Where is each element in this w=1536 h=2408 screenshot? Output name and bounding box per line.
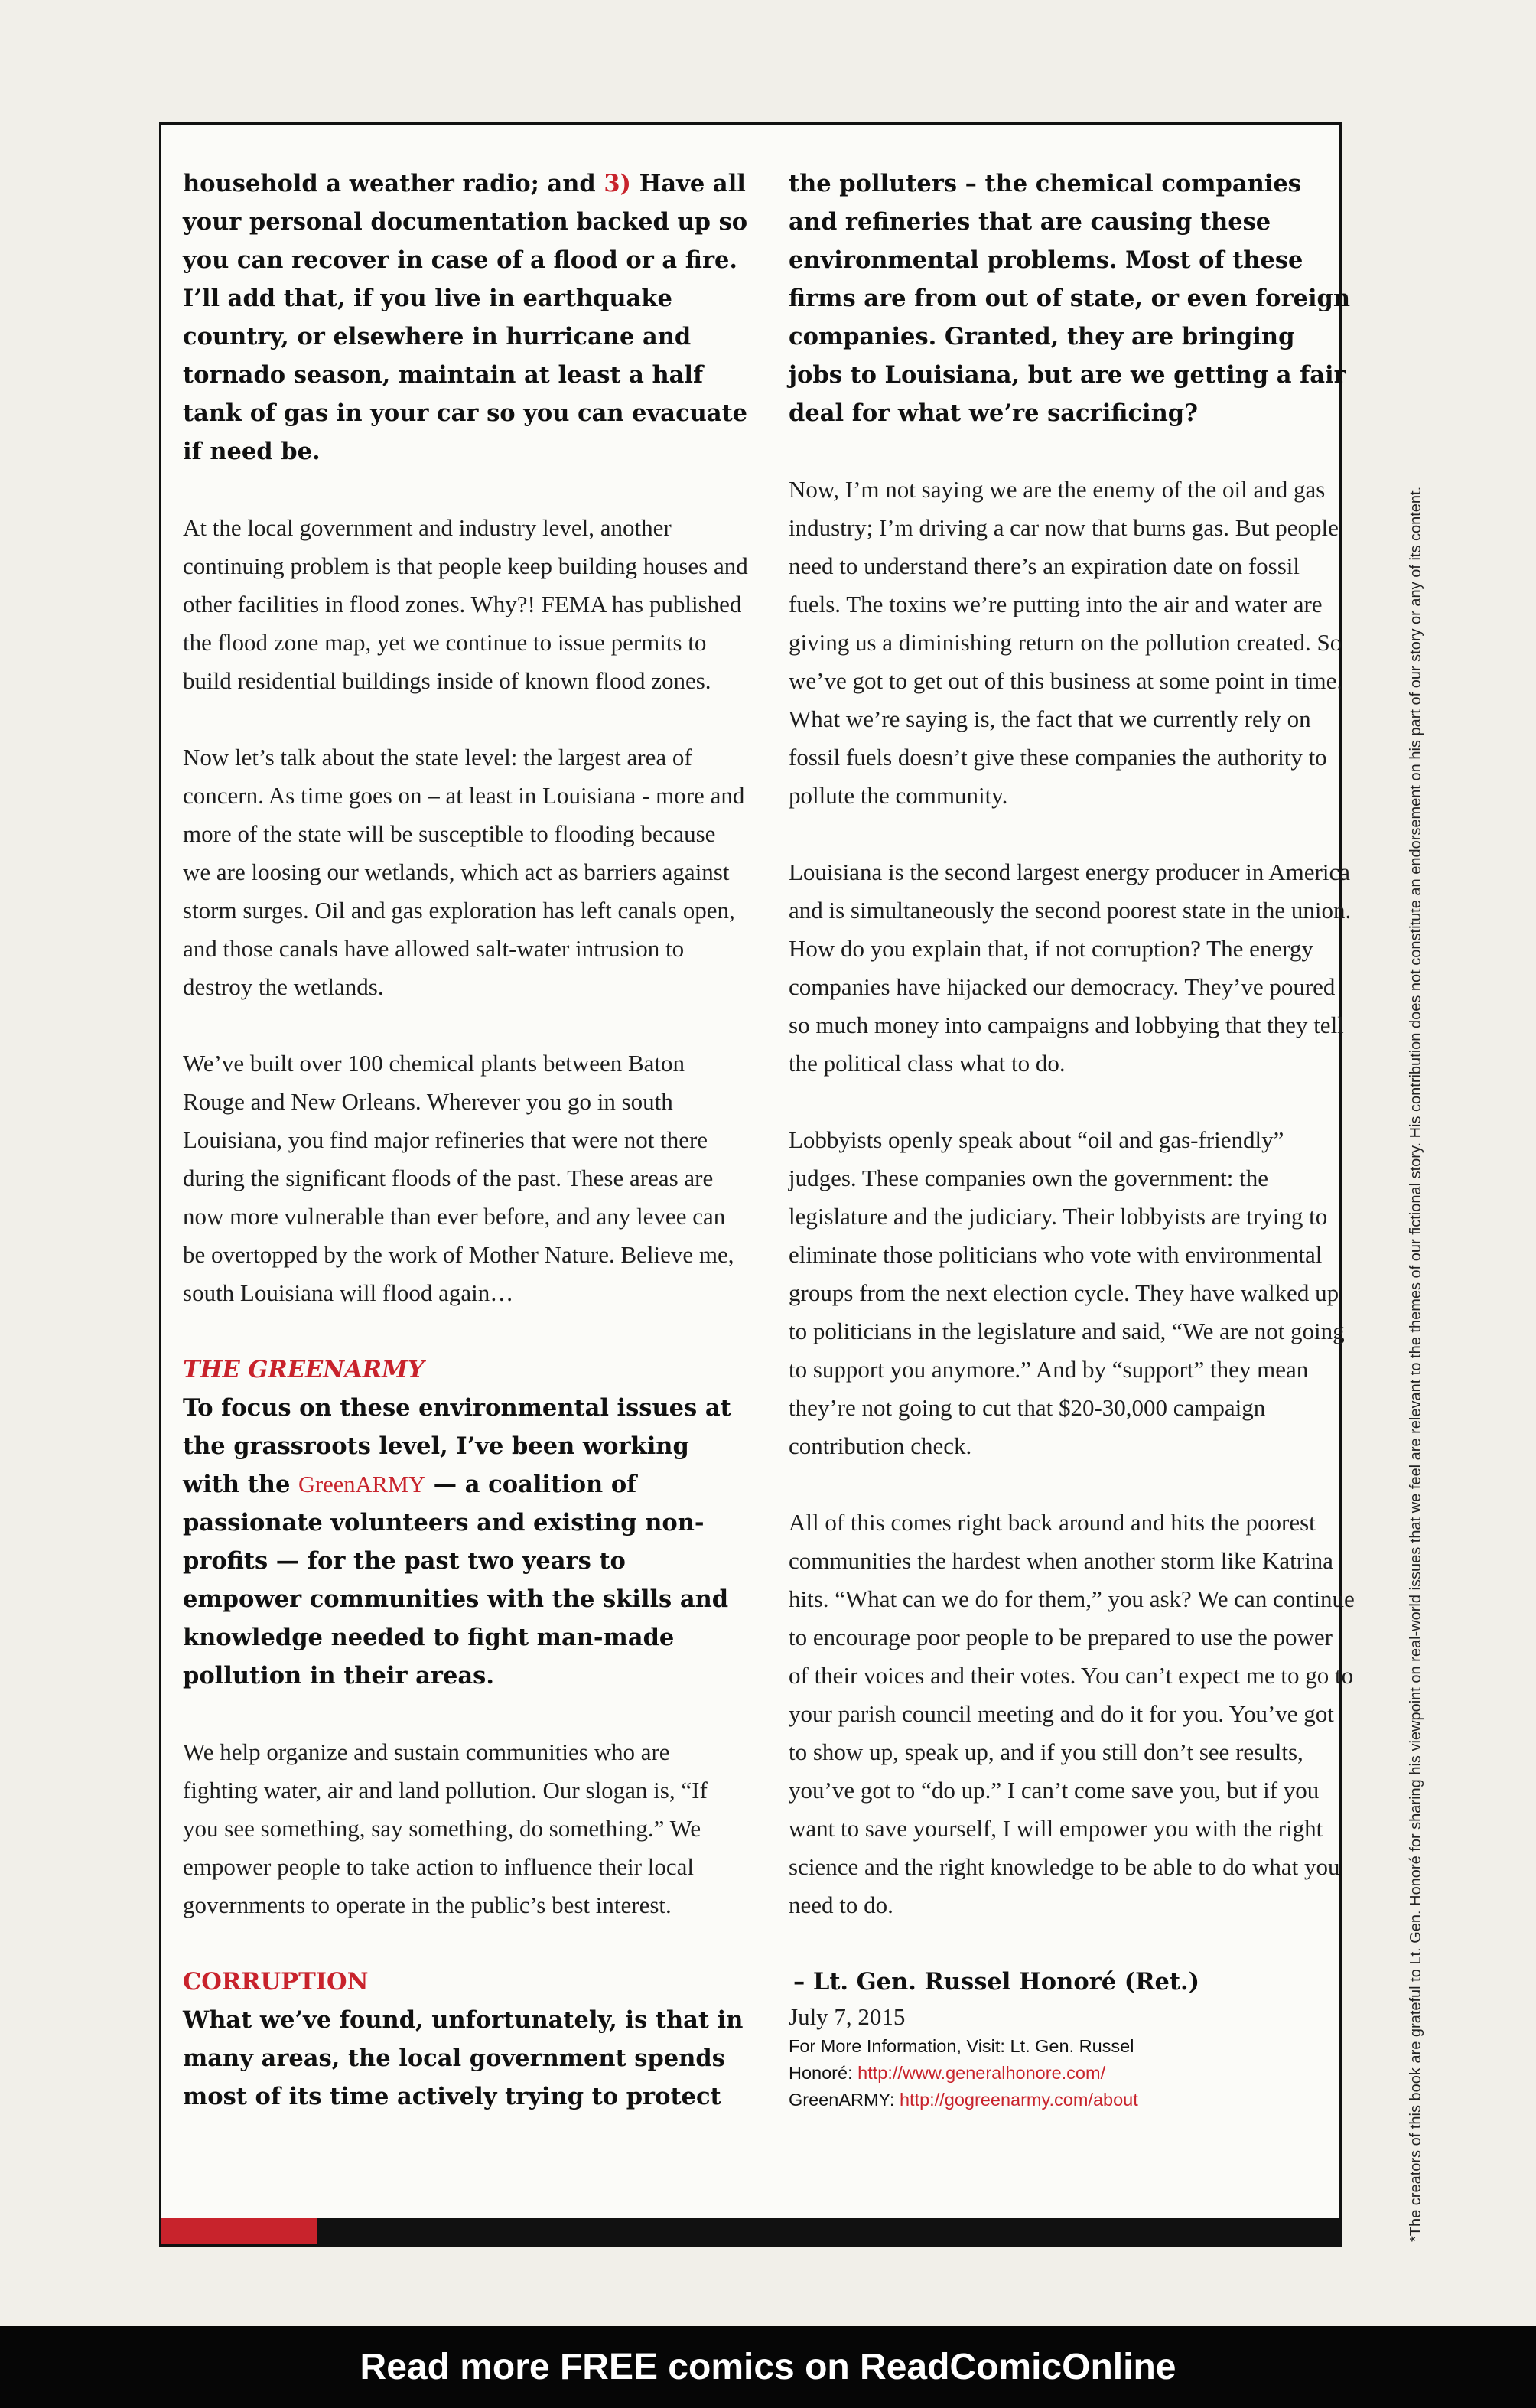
- info-line: For More Information, Visit: Lt. Gen. Russel: [789, 2036, 1134, 2056]
- lobbyists-paragraph: Lobbyists openly speak about “oil and gas-friendly” judges. These companies own the government: the legislature and the judiciary. Their lobbyists are trying to eliminate those politicians who vote with environmental groups from the next election cycle. They have walked up to politicians in the legislature and said, “We are not going to support you anymore.” And by “support” they mean they’re not going to cut that $20-30,000 campaign contribution check.: [789, 1126, 1345, 1459]
- list-number: 3): [604, 170, 631, 197]
- local-government-paragraph: At the local government and industry level, another continuing problem is that people keep building houses and other facilities in flood zones. Why?! FEMA has published the flood zone map, yet we continue to issue permits to build residential buildings inside of known flood zones.: [183, 514, 748, 694]
- author-signature: – Lt. Gen. Russel Honoré (Ret.): [793, 1968, 1200, 1996]
- greenarmy-text-b: — a coalition of passionate volunteers and existing non-profits — for the past two years to empower communities with the skills and knowledge needed to fight man-made pollution in their areas.: [183, 1471, 729, 1690]
- greenarmy-name: GreenARMY: [298, 1471, 426, 1497]
- polluters-paragraph: the polluters – the chemical companies and refineries that are causing these environmental problems. Most of these firms are from out of state, or even foreign companies. Granted, they are bringing jobs to Louisiana, but are we getting a fair deal for what we’re sacrificing?: [789, 170, 1351, 427]
- article-date: July 7, 2015: [789, 2003, 906, 2030]
- intro-paragraph: [183, 165, 749, 471]
- corruption-heading: CORRUPTION: [183, 1968, 369, 1996]
- honore-link-line: [789, 2060, 1355, 2087]
- intro-text-b: Have all your personal documentation backed up so you can recover in case of a flood or a fire. I’ll add that, if you live in earthquake country, or elsewhere in hurricane and tornado season, maintain at least a half tank of gas in your car so you can evacuate if need be.: [183, 170, 748, 465]
- poorest-communities-paragraph: All of this comes right back around and hits the poorest communities the hardest when another storm like Katrina hits. “What can we do for them,” you ask? We can continue to encourage poor people to be prepared to use the power of their voices and their votes. You can’t expect me to go to your parish council meeting and do it for you. You’ve got to show up, speak up, and if you still don’t see results, you’ve got to “do up.” I can’t come save you, but if you want to save yourself, I will empower you with the right science and the right knowledge to be able to do what you need to do.: [789, 1509, 1355, 1918]
- footer-text[interactable]: Read more FREE comics on ReadComicOnline: [360, 2347, 1176, 2387]
- article-page: [159, 122, 1355, 2247]
- chemical-plants-paragraph: We’ve built over 100 chemical plants between Baton Rouge and New Orleans. Wherever you go in south Louisiana, you find major refineries that were not there during the significant floods of the past. These areas are now more vulnerable than ever before, and any levee can be overtopped by the work of Mother Nature. Believe me, south Louisiana will flood again…: [183, 1050, 734, 1306]
- greenarmy-label: GreenARMY:: [789, 2090, 900, 2110]
- intro-text-a: household a weather radio; and: [183, 170, 604, 197]
- energy-producer-paragraph: Louisiana is the second largest energy producer in America and is simultaneously the second poorest state in the union. How do you explain that, if not corruption? The energy companies have hijacked our democracy. They’ve poured so much money into campaigns and lobbying that they tell the political class what to do.: [789, 859, 1352, 1077]
- greenarmy-link[interactable]: http://gogreenarmy.com/about: [899, 2090, 1138, 2110]
- right-column: [789, 165, 1355, 2113]
- greenarmy-paragraph: [183, 1389, 749, 1695]
- creators-disclaimer: *The creators of this book are grateful to Lt. Gen. Honoré for sharing his viewpoint on real-world issues that we feel are relevant to the themes of our fictional story. His contribution does not constitute an endorsement on his part of our story or any of its content.: [1407, 486, 1424, 2242]
- greenarmy-heading: THE GREENARMY: [183, 1356, 425, 1383]
- honore-link[interactable]: http://www.generalhonore.com/: [857, 2063, 1106, 2083]
- corruption-paragraph: What we’ve found, unfortunately, is that in many areas, the local government spends most of its time actively trying to protect: [183, 2006, 744, 2110]
- red-accent-bar: [161, 2218, 317, 2244]
- state-level-paragraph: Now let’s talk about the state level: the largest area of concern. As time goes on – at least in Louisiana - more and more of the state will be susceptible to flooding because we are loosing our wetlands, which act as barriers against storm surges. Oil and gas exploration has left canals open, and those canals have allowed salt-water intrusion to destroy the wetlands.: [183, 744, 745, 1000]
- greenarmy-link-line: [789, 2087, 1355, 2113]
- honore-label: Honoré:: [789, 2063, 858, 2083]
- left-column: [183, 165, 749, 2154]
- oil-industry-paragraph: Now, I’m not saying we are the enemy of the oil and gas industry; I’m driving a car now that burns gas. But people need to understand there’s an expiration date on fossil fuels. The toxins we’re putting into the air and water are giving us a diminishing return on the pollution created. So we’ve got to get out of this business at some point in time. What we’re saying is, the fact that we currently rely on fossil fuels doesn’t give these companies the authority to pollute the community.: [789, 476, 1343, 809]
- bottom-rule: [161, 2218, 1339, 2244]
- organize-paragraph: We help organize and sustain communities who are fighting water, air and land pollution. Our slogan is, “If you see something, say something, do something.” We empower people to take action to influence their local governments to operate in the public’s best interest.: [183, 1738, 708, 1918]
- greenarmy-text-a: To focus on these environmental issues at the grassroots level, I’ve been working with the: [183, 1394, 731, 1498]
- footer-banner[interactable]: [0, 2326, 1536, 2408]
